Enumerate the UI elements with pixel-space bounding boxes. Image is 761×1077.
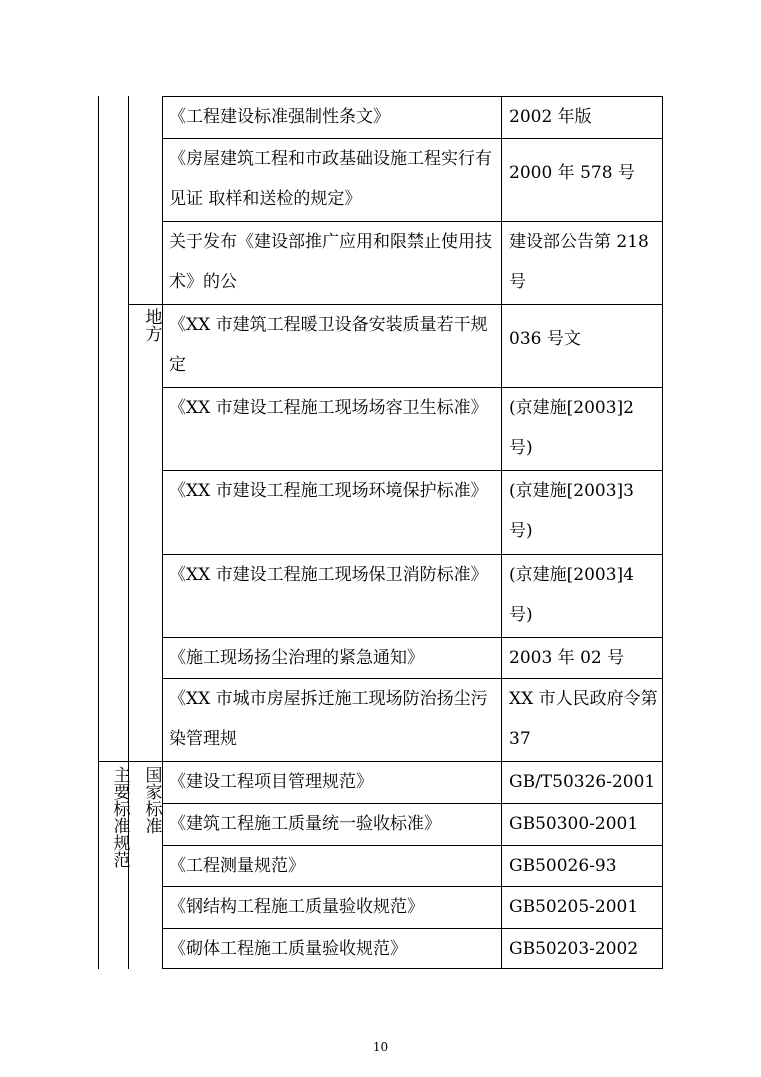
standard-code: (京建施[2003]4 号) <box>509 565 634 625</box>
standard-name: 《钢结构工程施工质量验收规范》 <box>169 897 424 917</box>
page-number: 10 <box>372 1040 389 1054</box>
standard-code: 建设部公告第 218 号 <box>509 232 649 292</box>
standard-code: GB50203-2002 <box>509 939 639 959</box>
standard-code: GB50026-93 <box>509 856 617 876</box>
standard-name: 《砌体工程施工质量验收规范》 <box>169 939 407 959</box>
standard-name: 《XX 市建设工程施工现场环境保护标准》 <box>169 481 488 501</box>
standard-name: 《房屋建筑工程和市政基础设施工程实行有见证 取样和送检的规定》 <box>169 149 492 209</box>
group-label-local: 地方 <box>145 308 163 345</box>
column-divider-3 <box>501 96 502 969</box>
standard-name: 《XX 市建筑工程暖卫设备安装质量若干规定 <box>169 315 488 375</box>
standard-code: GB/T50326-2001 <box>509 772 656 792</box>
standard-code: (京建施[2003]3 号) <box>509 481 634 541</box>
standard-name: 《XX 市建设工程施工现场场容卫生标准》 <box>169 398 488 418</box>
standard-code: 036 号文 <box>509 329 581 349</box>
standard-name: 关于发布《建设部推广应用和限禁止使用技术》的公 <box>169 232 492 292</box>
standard-name: 《建设工程项目管理规范》 <box>169 772 373 792</box>
group-label-national: 国家标准 <box>145 766 163 837</box>
standard-code: (京建施[2003]2 号) <box>509 398 634 458</box>
column-divider-2 <box>162 96 163 969</box>
table-border-left <box>98 96 99 969</box>
standard-code: XX 市人民政府令第 37 <box>509 689 658 749</box>
standard-code: GB50205-2001 <box>509 897 639 917</box>
standard-name: 《XX 市城市房屋拆迁施工现场防治扬尘污染管理规 <box>169 689 488 749</box>
standard-code: 2003 年 02 号 <box>509 648 625 668</box>
standard-name: 《工程建设标准强制性条文》 <box>169 107 390 127</box>
standard-code: 2000 年 578 号 <box>509 163 635 183</box>
standard-name: 《XX 市建设工程施工现场保卫消防标准》 <box>169 565 488 585</box>
standard-name: 《工程测量规范》 <box>169 856 305 876</box>
group-label-category: 主要标准规范 <box>113 766 131 871</box>
table-border-right <box>662 96 663 969</box>
standard-name: 《建筑工程施工质量统一验收标准》 <box>169 814 441 834</box>
standard-code: GB50300-2001 <box>509 814 639 834</box>
standard-code: 2002 年版 <box>509 107 592 127</box>
standard-name: 《施工现场扬尘治理的紧急通知》 <box>169 648 424 668</box>
